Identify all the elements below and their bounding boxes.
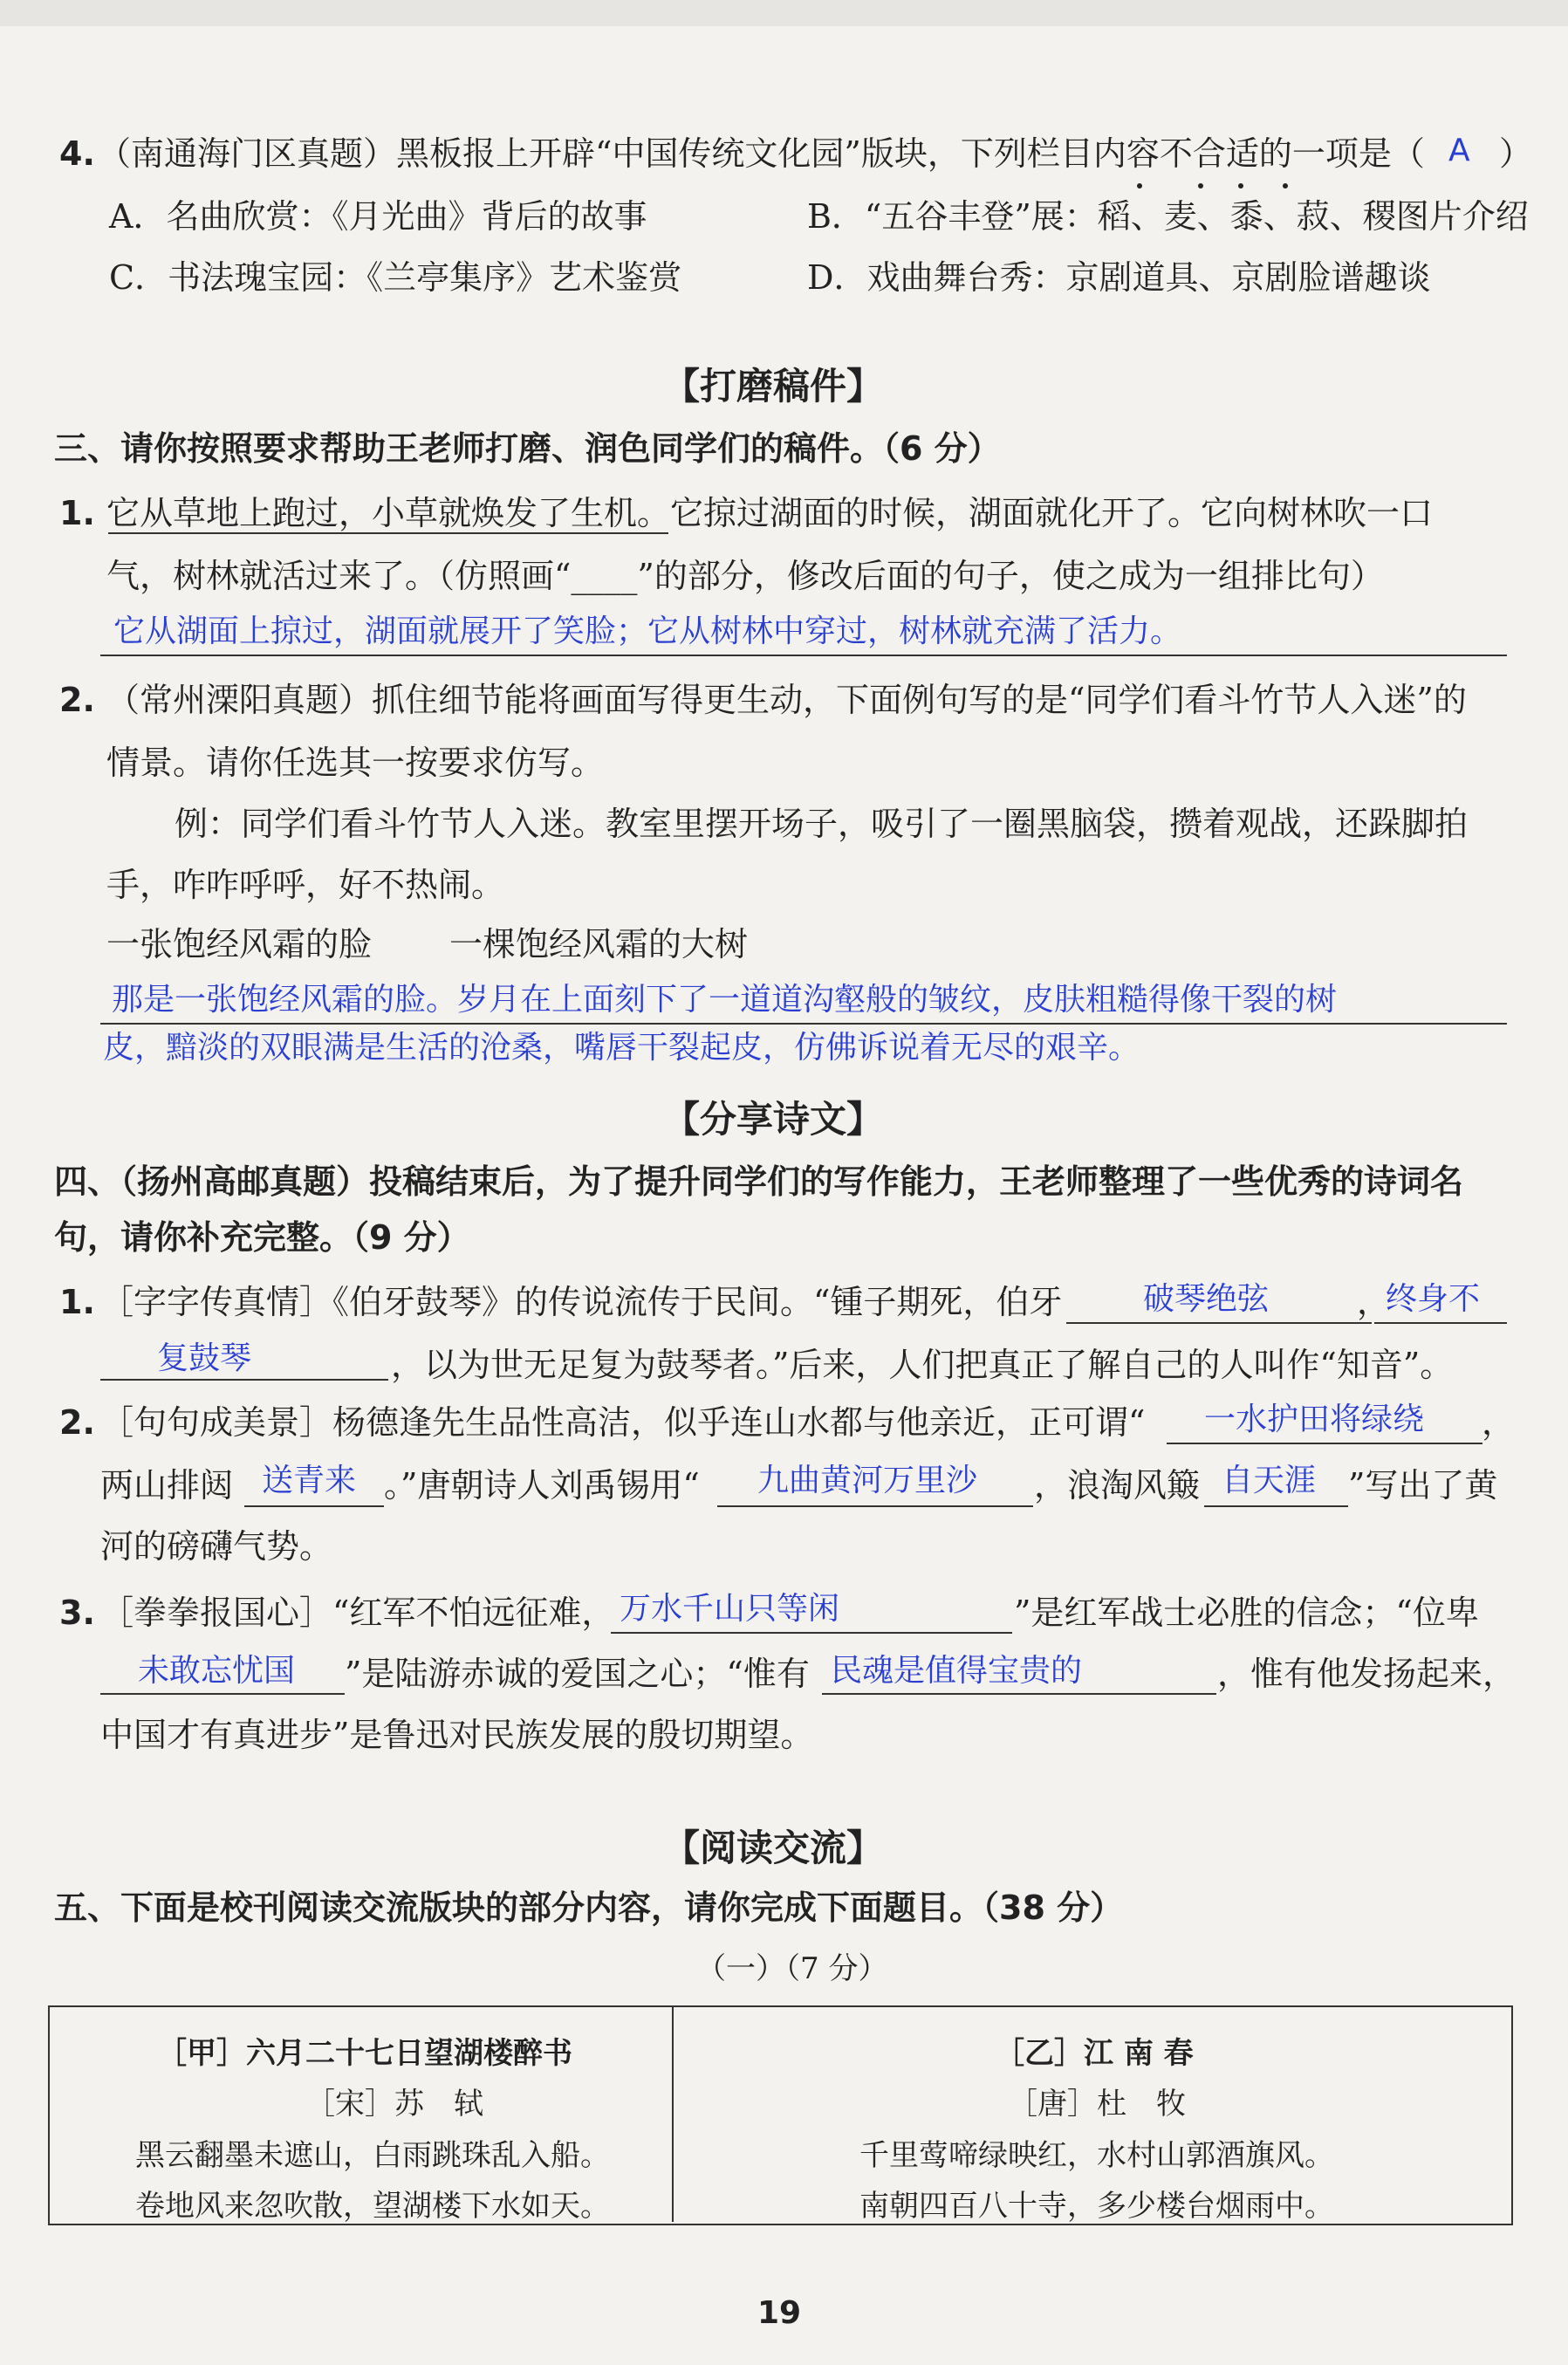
s3-q1-number: 1. — [59, 494, 95, 532]
blank-line — [1204, 1505, 1348, 1507]
poem-a-author: ［宋］苏 轼 — [305, 2087, 483, 2122]
s4-q2-text-d: ，浪淘风簸 — [1034, 1466, 1201, 1505]
s4-q1-number: 1. — [59, 1283, 95, 1321]
s4-q2-text-a: ［句句成美景］杨德逢先生品性高洁，似乎连山水都与他亲近，正可谓“ — [100, 1403, 1146, 1442]
s4-q2-answer3: 九曲黄河万里沙 — [757, 1463, 978, 1498]
s3-q2-choice2: 一棵饱经风霜的大树 — [449, 925, 749, 963]
s4-q3-number: 3. — [59, 1594, 95, 1632]
s4-q2-answer2: 送青来 — [262, 1463, 357, 1498]
poem-b-line1: 千里莺啼绿映红，水村山郭酒旗风。 — [859, 2138, 1334, 2173]
s3-q2-line2: 情景。请你任选其一按要求仿写。 — [106, 744, 605, 782]
s4-q1-text-b: ，以为世无足复为鼓琴者。”后来，人们把真正了解自己的人叫作“知音”。 — [391, 1346, 1454, 1384]
s3-q2-number: 2. — [59, 681, 95, 719]
s4-q2-answer4: 自天涯 — [1222, 1463, 1317, 1498]
s3-q2-line1: （常州溧阳真题）抓住细节能将画面写得更生动，下面例句写的是“同学们看斗竹节人入迷”的 — [106, 681, 1467, 719]
s4-q1-answer1: 破琴绝弦 — [1143, 1281, 1270, 1317]
s4-q2-text-c: 。”唐朝诗人刘禹锡用“ — [384, 1466, 700, 1505]
section-heading-reading: 【阅读交流】 — [663, 1827, 884, 1869]
s4-q1-answer3: 复鼓琴 — [157, 1340, 252, 1376]
s4-q2-text-e: ”写出了黄 — [1348, 1466, 1498, 1505]
q4-option-b: B．“五谷丰登”展：稻、麦、黍、菽、稷图片介绍 — [807, 197, 1529, 236]
s3-q2-example-line2: 手，咋咋呼呼，好不热闹。 — [106, 866, 505, 904]
s4-q3-text-e: 中国才有真进步”是鲁迅对民族发展的殷切期望。 — [100, 1716, 814, 1754]
blank-line — [717, 1505, 1033, 1507]
s4-q2-text-b: 两山排闼 — [100, 1466, 234, 1505]
s4-q3-text-b: ”是红军战士必胜的信念；“位卑 — [1014, 1594, 1479, 1632]
blank-line — [1066, 1322, 1372, 1324]
section5-title: 五、下面是校刊阅读交流版块的部分内容，请你完成下面题目。（38 分） — [54, 1889, 1124, 1927]
emphasis-dot — [1137, 183, 1142, 189]
blank-line — [1374, 1322, 1507, 1324]
s4-q3-text-c: ”是陆游赤诚的爱国之心；“惟有 — [345, 1655, 810, 1693]
poem-a-line1: 黑云翻墨未遮山，白雨跳珠乱入船。 — [135, 2138, 610, 2173]
poem-b-line2: 南朝四百八十寺，多少楼台烟雨中。 — [859, 2189, 1334, 2224]
q4-close: ） — [1499, 134, 1533, 173]
s4-q3-text-d: ，惟有他发扬起来， — [1217, 1655, 1517, 1693]
poem-b-author: ［唐］杜 牧 — [1008, 2087, 1186, 2122]
blank-line — [611, 1632, 1012, 1634]
s4-q2-number: 2. — [59, 1403, 95, 1442]
section5-subtitle: （一）（7 分） — [696, 1951, 888, 1986]
s3-q1-line1: 它从草地上跑过，小草就焕发了生机。它掠过湖面的时候，湖面就化开了。它向树林吹一口 — [106, 494, 1434, 532]
underline — [108, 532, 668, 534]
q4-option-a: A．名曲欣赏：《月光曲》背后的故事 — [109, 197, 647, 236]
q4-number: 4. — [59, 134, 95, 173]
s4-q3-answer1: 万水千山只等闲 — [620, 1591, 840, 1627]
s3-q2-answer-line2: 皮，黯淡的双眼满是生活的沧桑，嘴唇干裂起皮，仿佛诉说着无尽的艰辛。 — [103, 1030, 1140, 1066]
s3-q2-answer-line1: 那是一张饱经风霜的脸。岁月在上面刻下了一道道沟壑般的皱纹，皮肤粗糙得像干裂的树 — [112, 982, 1338, 1018]
page-number: 19 — [757, 2295, 802, 2331]
blank-line — [822, 1693, 1216, 1695]
section4-title-line2: 句，请你补充完整。（9 分） — [54, 1218, 470, 1257]
poem-a-line2: 卷地风来忽吹散，望湖楼下水如天。 — [135, 2189, 610, 2224]
poem-divider — [672, 2005, 674, 2222]
emphasis-dot — [1238, 183, 1243, 189]
blank-line — [100, 1693, 345, 1695]
blank-line — [100, 1379, 388, 1381]
s3-q2-example-line1: 例：同学们看斗竹节人入迷。教室里摆开场子，吸引了一圈黑脑袋，攒着观战，还跺脚拍 — [175, 805, 1469, 843]
s4-q1-answer2: 终身不 — [1386, 1281, 1481, 1317]
q4-option-c: C．书法瑰宝园：《兰亭集序》艺术鉴赏 — [109, 258, 682, 297]
poem-a-title: ［甲］六月二十七日望湖楼醉书 — [157, 2036, 572, 2071]
q4-answer: A — [1448, 133, 1470, 168]
s4-q2-answer1: 一水护田将绿绕 — [1204, 1402, 1425, 1437]
q4-option-d: D．戏曲舞台秀：京剧道具、京剧脸谱趣谈 — [807, 258, 1431, 297]
s4-q2-text-f: 河的磅礴气势。 — [100, 1527, 333, 1566]
emphasis-dot — [1198, 183, 1203, 189]
blank-line — [244, 1505, 384, 1507]
s4-q1-comma: ， — [1357, 1283, 1391, 1321]
s4-q3-answer3: 民魂是值得宝贵的 — [831, 1653, 1083, 1689]
blank-line — [1167, 1443, 1482, 1444]
q4-stem: （南通海门区真题）黑板报上开辟“中国传统文化园”版块，下列栏目内容不合适的一项是（ — [98, 134, 1425, 173]
emphasis-dot — [1283, 183, 1288, 189]
s4-q3-text-a: ［拳拳报国心］“红军不怕远征难， — [100, 1594, 615, 1632]
s4-q1-text-a: ［字字传真情］《伯牙鼓琴》的传说流传于民间。“锺子期死，伯牙 — [100, 1283, 1063, 1321]
s3-q2-choice1: 一张饱经风霜的脸 — [106, 925, 373, 963]
section4-title-line1: 四、（扬州高邮真题）投稿结束后，为了提升同学们的写作能力，王老师整理了一些优秀的诗词名 — [54, 1162, 1464, 1201]
s4-q3-answer2: 未敢忘忧国 — [138, 1653, 296, 1689]
section3-title: 三、请你按照要求帮助王老师打磨、润色同学们的稿件。（6 分） — [54, 429, 1001, 468]
s3-q1-answer: 它从湖面上掠过，湖面就展开了笑脸；它从树林中穿过，树林就充满了活力。 — [113, 614, 1182, 649]
poem-b-title: ［乙］江 南 春 — [995, 2036, 1194, 2071]
section-heading-polish: 【打磨稿件】 — [663, 365, 884, 408]
s3-q1-line2: 气，树林就活过来了。（仿照画“____”的部分，修改后面的句子，使之成为一组排比句） — [106, 557, 1384, 595]
answer-line — [100, 655, 1507, 656]
scan-top-edge — [0, 0, 1568, 26]
section-heading-share: 【分享诗文】 — [663, 1098, 884, 1141]
s4-q2-comma: ， — [1482, 1403, 1516, 1442]
